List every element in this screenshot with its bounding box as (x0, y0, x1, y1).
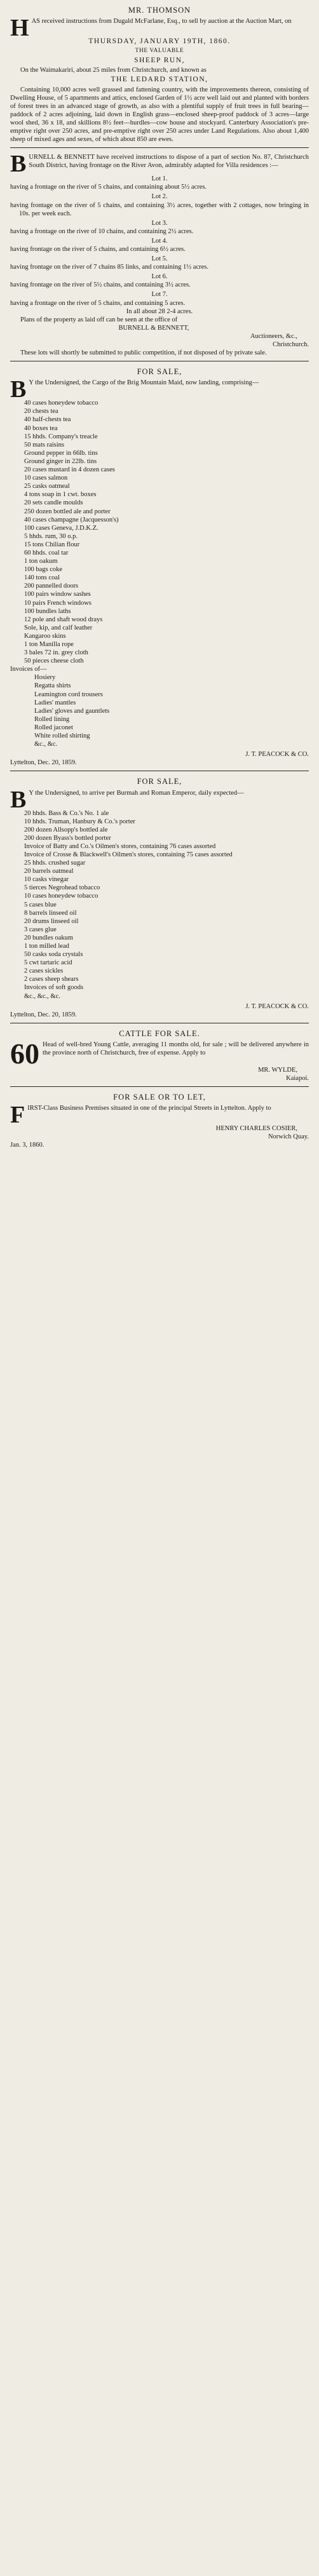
list-item: 100 bundles laths (24, 607, 71, 615)
list-item: Kangaroo skins (24, 632, 66, 640)
sale-date: THURSDAY, JANUARY 19TH, 1860. (88, 37, 231, 46)
place-date: Lyttelton, Dec. 20, 1859. (10, 1011, 77, 1018)
list-item: 20 barrels oatmeal (24, 868, 74, 875)
drop-cap: B (10, 376, 27, 403)
drop-cap: H (10, 15, 29, 42)
list-item: 100 bags coke (24, 566, 63, 574)
lot-label: Lot 7. (151, 291, 168, 299)
list-item: 5 hhds. rum, 30 o.p. (24, 532, 78, 540)
ad-heading: FOR SALE, (137, 777, 182, 786)
note-text: These lots will shortly be submitted to public competition, if not disposed of by private sale. (20, 349, 267, 357)
list-item: 10 casks vinegar (24, 876, 69, 884)
list-item: 3 bales 72 in. grey cloth (24, 649, 88, 657)
ad-burnell-bennett (10, 152, 309, 361)
list-item: 100 pairs window sashes (24, 591, 91, 598)
lot-label: Lot 4. (151, 237, 168, 245)
list-item: Sole, kip, and calf leather (24, 624, 93, 631)
list-item: 8 barrels linseed oil (24, 909, 77, 917)
list-item: 50 mats raisins (24, 441, 64, 448)
list-item: 20 hhds. Bass & Co.'s No. 1 ale (24, 809, 109, 817)
invoices-label: Invoices of— (10, 666, 47, 673)
list-item: 3 cases glue (24, 926, 57, 933)
list-item: 2 cases sheep shears (24, 976, 79, 983)
list-item: 10 cases honeydew tobacco (24, 893, 98, 900)
ad-cattle (10, 1027, 309, 1087)
lot-label: Lot 2. (151, 193, 168, 201)
big-number: 60 (10, 1037, 39, 1070)
list-item: 20 bundles oakum (24, 934, 73, 941)
ad-burmah-roman-emperor (10, 775, 309, 1023)
list-item: Ground pepper in 66lb. tins (24, 449, 98, 457)
firm-town: Christchurch. (273, 341, 309, 348)
lot-text: having frontage on the river of 5 chains, and containing 3½ acres, together with 2 cottages, now bringing in 10s. per week each. (10, 201, 309, 217)
lot-label: Lot 6. (151, 273, 168, 281)
list-item: Ladies' mantles (34, 699, 76, 706)
list-item: 1 ton oakum (24, 558, 58, 565)
list-item: 50 casks soda crystals (24, 951, 83, 959)
list-item: 5 cases blue (24, 901, 57, 908)
list-item: 5 cwt tartaric acid (24, 959, 72, 967)
signer: J. T. PEACOCK & CO. (245, 751, 309, 759)
list-item: Invoices of soft goods (24, 984, 84, 992)
list-item: 1 ton Manilla rope (24, 641, 74, 648)
ad-sheep-run (10, 4, 309, 148)
lot-text: having frontage on the river of 5½ chains, and containing 3½ acres. (10, 281, 191, 289)
list-item: 20 drums linseed oil (24, 917, 79, 925)
list-item: 10 pairs French windows (24, 599, 92, 607)
list-item: 40 half-chests tea (24, 416, 71, 424)
list-item: Invoice of Batty and Co.'s Oilmen's stores, containing 76 cases assorted (24, 842, 216, 850)
list-item: Leamington cord trousers (34, 691, 103, 698)
signer-place: Norwich Quay. (268, 1133, 309, 1141)
lot-text: having frontage on the river of 5 chains, and containing 6½ acres. (10, 245, 186, 253)
list-item: &c., &c. (34, 741, 58, 748)
place-date: Lyttelton, Dec. 20, 1859. (10, 759, 77, 767)
sheep-run-title: SHEEP RUN, (134, 57, 185, 65)
ad-business-premises (10, 1091, 309, 1153)
list-item: 20 sets candle moulds (24, 499, 83, 507)
list-item: 40 cases honeydew tobacco (24, 400, 98, 407)
body-text: Head of well-bred Young Cattle, averaging 11 months old, for sale ; will be delivered anywhere in the province north of Christchurch, free of expense. Apply to (43, 1041, 309, 1057)
intro-text: Y the Undersigned, to arrive per Burmah and Roman Emperor, daily expected— (29, 789, 244, 797)
list-item: 25 hhds. crushed sugar (24, 860, 86, 867)
intro-text: Y the Undersigned, the Cargo of the Brig Mountain Maid, now landing, comprising— (29, 379, 259, 387)
total-acres: In all about 28 2-4 acres. (126, 307, 193, 315)
list-item: Invoice of Crosse & Blackwell's Oilmen's stores, containing 75 cases assorted (24, 851, 233, 858)
station-name: THE LEDARD STATION, (111, 76, 208, 84)
list-item: Regatta shirts (34, 682, 71, 690)
list-item: 200 dozen Byass's bottled porter (24, 834, 111, 842)
list-item: 12 pole and shaft wood drays (24, 616, 103, 623)
list-item: Rolled lining (34, 715, 70, 723)
goods-list (10, 809, 309, 1001)
ad-heading: FOR SALE, (137, 367, 182, 377)
list-item: 15 tons Chilian flour (24, 541, 80, 548)
auctioneer-header: MR. THOMSON (128, 6, 191, 15)
list-item: Ladies' gloves and gauntlets (34, 707, 110, 715)
list-item: 40 boxes tea (24, 424, 58, 432)
drop-cap: B (10, 786, 27, 813)
list-item: 60 hhds. coal tar (24, 549, 69, 556)
list-item: &c., &c., &c. (24, 992, 60, 1000)
list-item: 2 cases sickles (24, 968, 64, 975)
lot-text: having frontage on the river of 7 chains 85 links, and containing 1½ acres. (10, 264, 208, 271)
lot-label: Lot 3. (151, 219, 168, 227)
lot-label: Lot 1. (151, 175, 168, 183)
signer: J. T. PEACOCK & CO. (245, 1002, 309, 1010)
signer-place: Kaiapoi. (286, 1075, 309, 1082)
list-item: 50 pieces cheese cloth (24, 657, 84, 665)
cargo-list (10, 399, 309, 665)
list-item: 200 dozen Allsopp's bottled ale (24, 826, 108, 833)
ad-heading: CATTLE FOR SALE. (119, 1028, 200, 1038)
list-item: 4 tons soap in 1 cwt. boxes (24, 491, 97, 499)
newspaper-column (10, 0, 309, 1161)
intro-text: URNELL & BENNETT have received instructions to dispose of a part of section No. 87, Christchurch South District, having frontage on the River Avon, admirably adapted for Villa residences :— (29, 154, 309, 170)
list-item: Ground ginger in 22lb. tins (24, 457, 97, 465)
list-item: 20 cases mustard in 4 dozen cases (24, 466, 115, 474)
lot-text: having a frontage on the river of 5 chains, and containing about 5½ acres. (10, 184, 207, 191)
list-item: 250 dozen bottled ale and porter (24, 508, 111, 515)
plans-text: Plans of the property as laid off can be seen at the office of (20, 316, 178, 323)
lot-text: having a frontage on the river of 10 chains, and containing 2½ acres. (10, 227, 194, 235)
firm-role: Auctioneers, &c., (250, 332, 297, 340)
ad-date: Jan. 3, 1860. (10, 1142, 44, 1149)
the-valuable: THE VALUABLE (135, 48, 184, 55)
list-item: 15 hhds. Company's treacle (24, 433, 98, 440)
signer: HENRY CHARLES COSIER, (215, 1125, 297, 1133)
list-item: 140 tons coal (24, 574, 60, 582)
ad-heading: FOR SALE OR TO LET, (113, 1093, 206, 1102)
list-item: 25 casks oatmeal (24, 483, 70, 490)
body-text: IRST-Class Business Premises situated in one of the principal Streets in Lyttelton. Apply to (27, 1105, 271, 1112)
firm-name: BURNELL & BENNETT, (118, 324, 189, 332)
signer: MR. WYLDE, (258, 1066, 297, 1074)
list-item: 5 tierces Negrohead tobacco (24, 884, 100, 892)
list-item: Rolled jaconet (34, 724, 73, 731)
drop-cap: B (10, 151, 27, 178)
list-item: White rolled shirting (34, 732, 90, 740)
lot-list (10, 175, 309, 307)
intro-text: AS received instructions from Dugald McFarlane, Esq., to sell by auction at the Auction Mart, on (31, 18, 292, 25)
lot-text: having a frontage on the river of 5 chains, and containing 5 acres. (10, 299, 186, 307)
drop-cap: F (10, 1102, 25, 1129)
list-item: 1 ton milled lead (24, 943, 69, 950)
location-text: On the Waimakariri, about 25 miles from Christchurch, and known as (20, 67, 207, 74)
description-text: Containing 10,000 acres well grassed and fattening country, with the improvements thereon, consisting of Dwelling House, of 5 apartments and attics, enclosed Garden of 1½ acre well laid out and planted with borders of forest trees in an advanced stage of growth, as also with a plentiful supply of fruit trees in full bearing—paddock of 2 acres adjoining, laid down in English grass—enclosed sheep-proof paddock of 3 acres—large wool shed, 36 x 18, and skillions 8½ feet—hurdles—cow house and stockyard. Canterbury Association's pre-emptive right over 250 acres, and pre-emptive right over 250 acres under Land Regulations. Also about 1,400 sheep of mixed ages and sexes, of which about 850 are ewes. (10, 86, 309, 144)
list-item: 100 cases Geneva, J.D.K.Z. (24, 524, 98, 532)
list-item: Hosiery (34, 674, 56, 682)
list-item: 40 cases champagne (Jacquesson's) (24, 516, 119, 523)
invoice-list (10, 673, 309, 748)
list-item: 10 hhds. Truman, Hanbury & Co.'s porter (24, 818, 135, 825)
list-item: 10 cases salmon (24, 475, 68, 482)
ad-mountain-maid (10, 365, 309, 771)
lot-label: Lot 5. (151, 255, 168, 263)
list-item: 200 pannelled doors (24, 583, 79, 590)
list-item: 20 chests tea (24, 408, 58, 415)
